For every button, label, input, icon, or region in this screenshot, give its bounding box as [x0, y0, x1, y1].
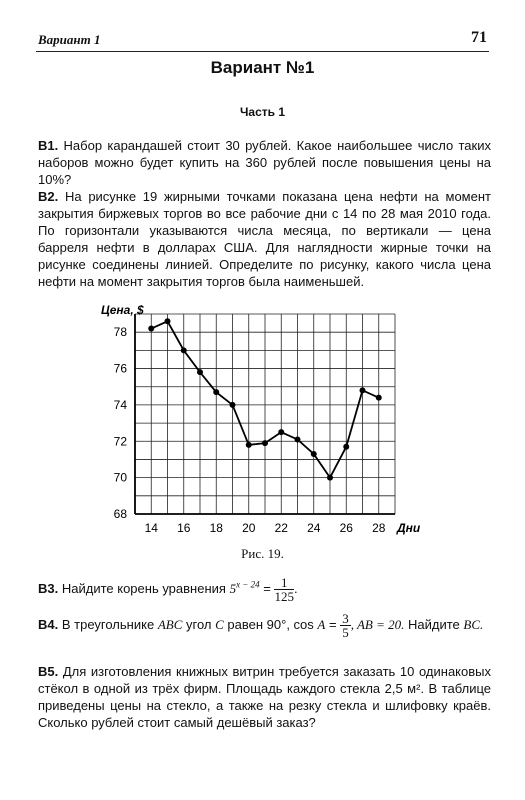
fraction-denominator: 125: [274, 589, 294, 604]
task-b5-label: В5.: [38, 664, 59, 679]
task-b4-text-c: равен 90°, cos: [227, 616, 314, 632]
cos-fraction: [340, 612, 351, 639]
task-b4-eq: =: [328, 616, 337, 632]
data-point: [360, 387, 366, 393]
x-tick-label: 28: [372, 521, 386, 535]
figure-caption: Рис. 19.: [241, 546, 284, 561]
oil-price-chart: [95, 300, 425, 542]
y-axis-label: Цена, $: [101, 303, 144, 317]
data-point: [278, 429, 284, 435]
x-tick-label: 20: [242, 521, 256, 535]
page-number: 71: [471, 29, 487, 46]
x-tick-label: 14: [144, 521, 158, 535]
data-point: [213, 389, 219, 395]
task-b4-text-d: Найдите: [408, 616, 460, 632]
cos-numerator: 3: [342, 611, 349, 626]
task-b3-label: В3.: [38, 580, 59, 596]
side-bc: BC.: [463, 616, 484, 632]
task-b4-text-b: угол: [186, 616, 212, 632]
angle-c: C: [215, 616, 224, 632]
triangle-name: ABC: [157, 616, 183, 632]
equation-exponent: x − 24: [236, 579, 260, 590]
chart-tick-labels: [114, 325, 386, 535]
fraction-numerator: 1: [274, 576, 294, 590]
data-point: [295, 436, 301, 442]
equation-base: 5: [229, 580, 237, 596]
equation-equals: =: [263, 580, 271, 596]
task-b3: [38, 576, 491, 603]
data-point: [262, 440, 268, 446]
task-b4-text-a: В треугольнике: [61, 616, 155, 632]
x-tick-label: 18: [209, 521, 223, 535]
data-point: [327, 475, 333, 481]
part-heading: Часть 1: [239, 105, 286, 119]
side-ab: , AB = 20.: [350, 616, 405, 632]
cos-denominator: 5: [342, 625, 349, 640]
data-point: [230, 402, 236, 408]
y-tick-label: 72: [113, 434, 127, 449]
data-point: [181, 347, 187, 353]
task-b5: [38, 663, 491, 731]
y-tick-label: 76: [113, 361, 127, 376]
task-b3-text: Найдите корень уравнения: [61, 580, 226, 596]
y-tick-label: 70: [113, 470, 127, 485]
task-b2-label: В2.: [38, 189, 59, 204]
data-point: [343, 444, 349, 450]
task-b1-label: В1.: [38, 138, 59, 153]
y-tick-label: 78: [113, 325, 127, 340]
equation-fraction: [274, 576, 294, 603]
header-rule: [36, 51, 489, 52]
x-tick-label: 24: [307, 521, 321, 535]
task-b4-label: В4.: [38, 616, 59, 632]
x-tick-label: 16: [177, 521, 191, 535]
task-b1: [38, 137, 491, 188]
task-b2: [38, 188, 491, 290]
data-point: [165, 318, 171, 324]
data-point: [311, 451, 317, 457]
data-point: [148, 326, 154, 332]
y-tick-label: 74: [113, 397, 127, 412]
data-point: [197, 369, 203, 375]
x-tick-label: 22: [274, 521, 288, 535]
equation-end: .: [293, 580, 298, 596]
task-b4: [38, 612, 491, 639]
x-tick-label: 26: [339, 521, 353, 535]
angle-a: A: [317, 616, 326, 632]
x-axis-label: Дни: [397, 521, 421, 535]
task-b5-text: Для изготовления книжных витрин требуется заказать 10 одинаковых стёкол в одной из трёх фирм. Площадь каждого стекла 2,5 м². В таблице приведены цены на стекло, а также на резку стекла и шлифовку краёв. Сколько рублей стоит самый дешёвый заказ?: [38, 664, 491, 730]
running-header: Вариант 1: [38, 32, 101, 47]
data-point: [376, 395, 382, 401]
task-b2-text: На рисунке 19 жирными точками показана цена нефти на момент закрытия биржевых торгов во все рабочие дни с 14 по 28 мая 2010 года. По горизонтали указываются числа месяца, по вертикали — цена барреля нефти в долларах США. Для наглядности жирные точки на рисунке соединены линией. Определите по рисунку, какого числа цена нефти на момент закрытия торгов была наименьшей.: [38, 189, 491, 289]
y-tick-label: 68: [113, 507, 127, 521]
data-point: [246, 442, 252, 448]
variant-title: Вариант №1: [210, 58, 315, 77]
task-b1-text: Набор карандашей стоит 30 рублей. Какое наибольшее число таких наборов можно будет купить на 360 рублей после повышения цены на 10%?: [38, 138, 491, 187]
